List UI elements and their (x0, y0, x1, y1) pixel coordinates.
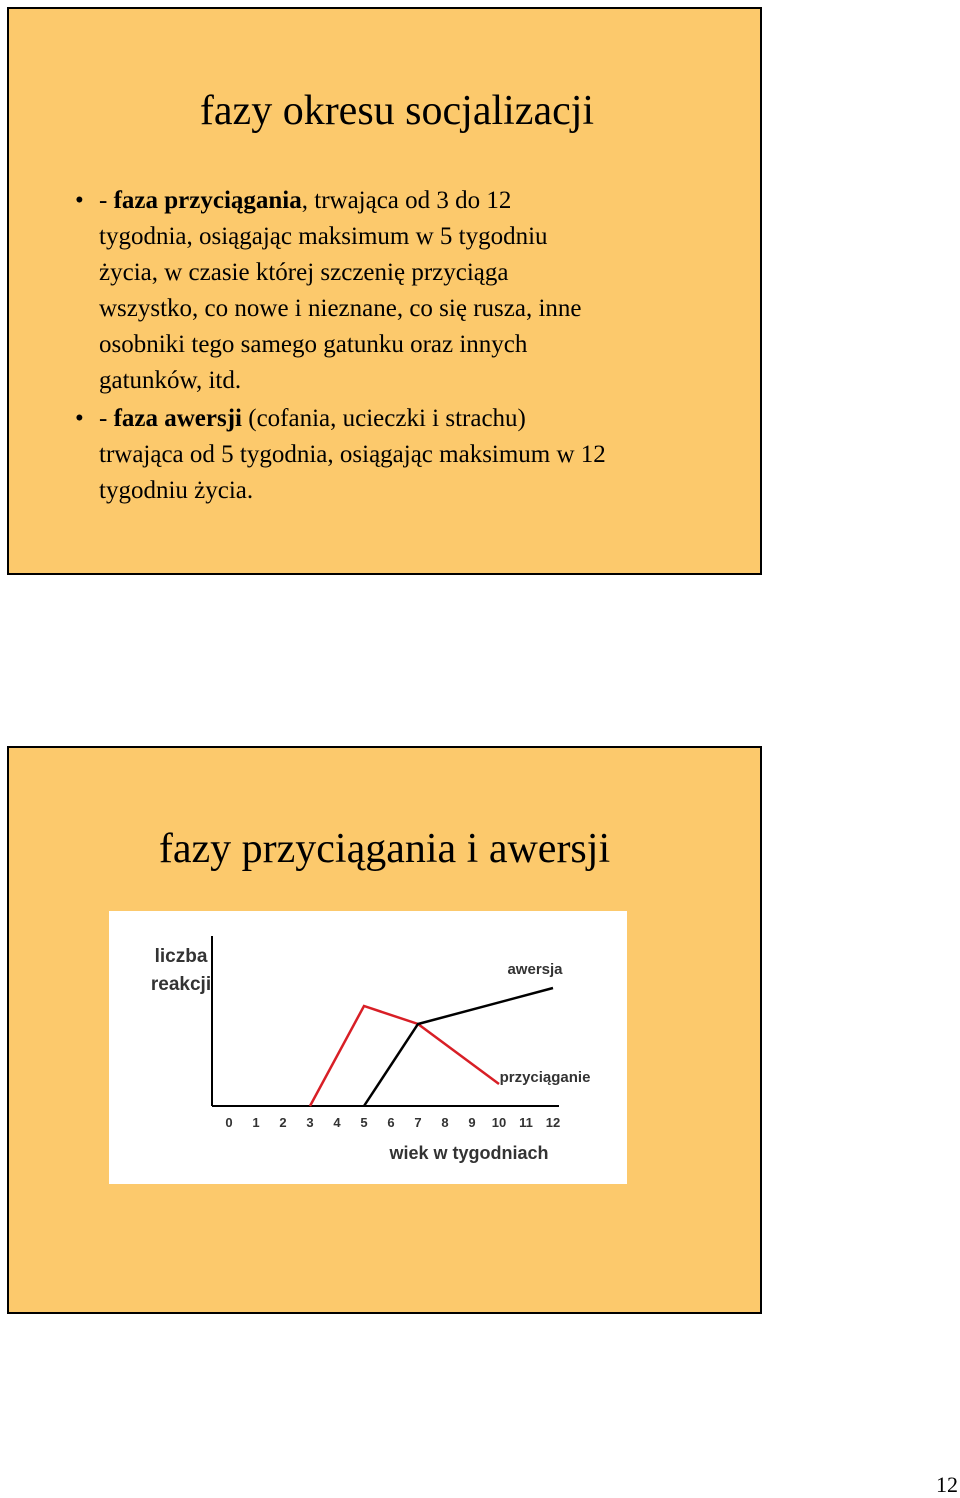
bullet-line (99, 473, 749, 509)
bullet-line (99, 291, 749, 327)
x-tick-label: 5 (360, 1115, 368, 1130)
bold-term: faza awersji (113, 405, 242, 432)
slide-fazy-przyciagania-i-awersji (7, 746, 762, 1314)
x-tick-label: 3 (306, 1115, 314, 1130)
bullet-line (99, 363, 749, 399)
text-segment: tygodniu życia. (99, 477, 254, 504)
y-axis-label: reakcji (150, 974, 212, 995)
slide-title: fazy okresu socjalizacji (199, 88, 595, 134)
bullet-line (99, 437, 749, 473)
x-tick-label: 9 (468, 1115, 476, 1130)
series-line-przyciaganie (310, 1006, 499, 1106)
text-segment: gatunków, itd. (99, 367, 242, 394)
x-tick-label: 1 (252, 1115, 260, 1130)
text-segment: życia, w czasie której szczenię przyciąga (99, 259, 509, 286)
series-line-awersja (364, 988, 553, 1106)
y-axis-label: liczba (154, 946, 208, 967)
page-number: 12 (936, 1472, 958, 1497)
text-segment: trwająca od 5 tygodnia, osiągając maksimum w 12 (99, 441, 606, 468)
bullet-line (99, 219, 749, 255)
x-tick-label: 7 (414, 1115, 422, 1130)
x-tick-label: 2 (279, 1115, 287, 1130)
bullet-line (99, 255, 749, 291)
series-label: przyciąganie (499, 1069, 591, 1086)
text-segment: - (99, 187, 114, 214)
x-tick-label: 10 (491, 1115, 507, 1130)
bullet-dot: • (75, 405, 84, 432)
x-tick-label: 0 (225, 1115, 233, 1130)
x-tick-label: 4 (333, 1115, 341, 1130)
x-axis-label: wiek w tygodniach (389, 1143, 549, 1163)
bullet-dot: • (75, 187, 84, 214)
text-segment: (cofania, ucieczki i strachu) (242, 405, 526, 432)
x-tick-label: 8 (441, 1115, 449, 1130)
slide-title: fazy przyciągania i awersji (158, 826, 611, 872)
text-segment: tygodnia, osiągając maksimum w 5 tygodniu (99, 223, 548, 250)
text-segment: , trwająca od 3 do 12 (301, 187, 512, 214)
bullet-list (69, 183, 749, 509)
bullet-item (69, 401, 749, 509)
bullet-item (69, 183, 749, 399)
bold-term: faza przyciągania (113, 187, 302, 214)
chart (109, 911, 627, 1184)
bullet-line (99, 327, 749, 363)
slide-fazy-okresu-socjalizacji (7, 7, 762, 575)
text-segment: wszystko, co nowe i nieznane, co się rusza, inne (99, 295, 582, 322)
x-tick-label: 12 (545, 1115, 561, 1130)
bullet-line (99, 401, 749, 437)
bullet-line (99, 183, 749, 219)
text-segment: osobniki tego samego gatunku oraz innych (99, 331, 528, 358)
x-tick-label: 6 (387, 1115, 395, 1130)
chart-svg (109, 911, 627, 1184)
text-segment: - (99, 405, 114, 432)
x-tick-label: 11 (519, 1115, 533, 1130)
series-label: awersja (507, 961, 563, 978)
